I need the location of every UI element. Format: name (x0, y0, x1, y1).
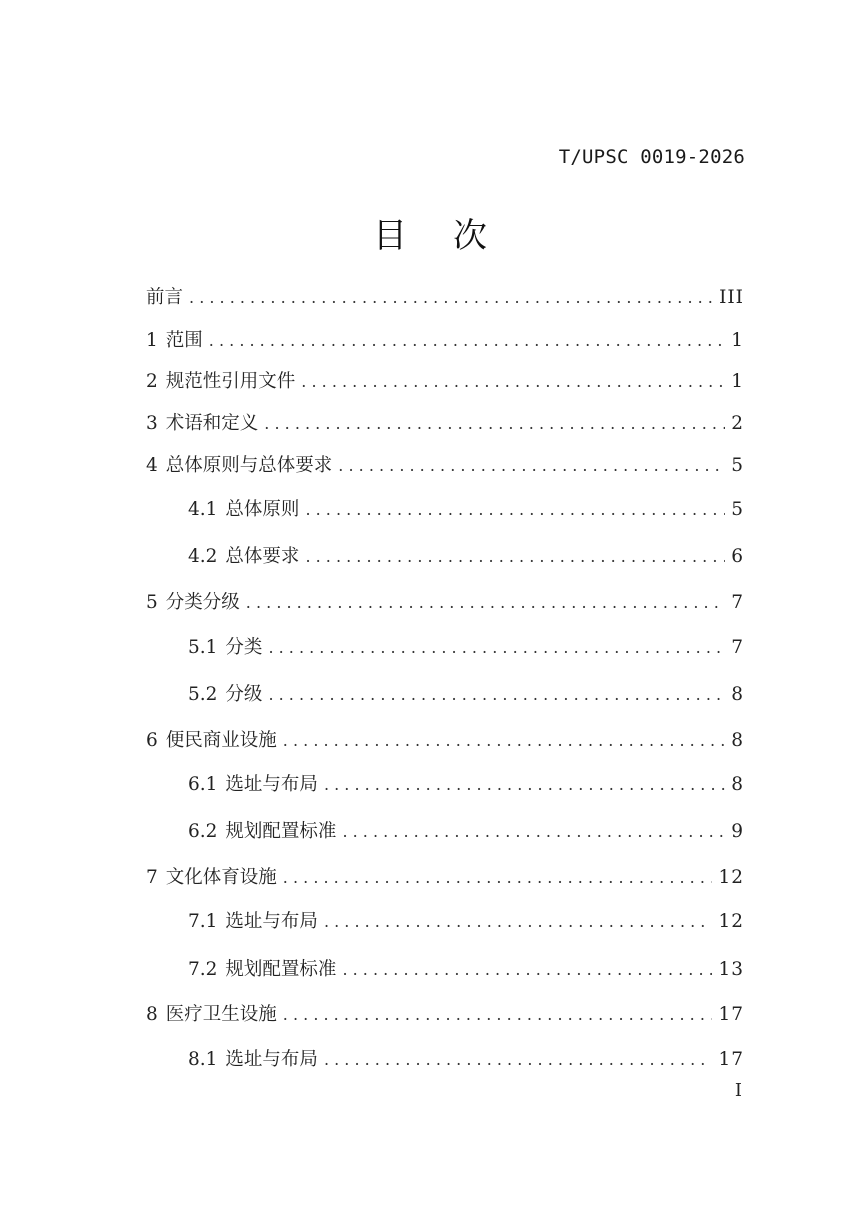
toc-leader-dots (342, 818, 725, 846)
toc-entry-num: 6.2 (188, 821, 218, 842)
toc-leader-dots (338, 452, 725, 480)
toc-entry-text: 分类分级 (165, 592, 240, 613)
toc-entry-text: 规划配置标准 (225, 821, 337, 842)
toc-entry-num: 6 (146, 730, 158, 751)
toc-entry-page: 1 (731, 330, 744, 351)
toc-entry-text: 规范性引用文件 (165, 371, 296, 392)
toc-entry-num: 7.1 (188, 911, 218, 932)
toc-leader-dots (268, 681, 725, 709)
toc-entry-page: 13 (718, 959, 744, 980)
toc-entry-page: 5 (731, 499, 744, 520)
toc-entry-text: 分类 (225, 637, 263, 658)
toc-entry-2[interactable] (146, 368, 744, 396)
toc-entry-page: 7 (731, 592, 744, 613)
toc-entry-text: 前言 (146, 287, 184, 308)
toc-entry-num: 5.1 (188, 637, 218, 658)
toc-entry-5[interactable] (146, 589, 744, 617)
toc-entry-page: 5 (731, 455, 744, 476)
toc-entry-page: 12 (718, 867, 744, 888)
toc-entry-page: III (719, 287, 744, 308)
toc-entry-6-2[interactable] (188, 818, 744, 846)
toc-entry-num: 8.1 (188, 1049, 218, 1070)
toc-leader-dots (324, 771, 725, 799)
toc-entry-page: 9 (731, 821, 744, 842)
toc-entry-text: 规划配置标准 (225, 959, 337, 980)
toc-entry-num: 4.2 (188, 546, 218, 567)
toc-leader-dots (324, 1046, 713, 1074)
toc-entry-text: 医疗卫生设施 (165, 1004, 277, 1025)
toc-entry-page: 6 (731, 546, 744, 567)
toc-entry-text: 术语和定义 (165, 413, 259, 434)
toc-leader-dots (209, 327, 725, 355)
toc-entry-4[interactable] (146, 452, 744, 480)
toc-entry-8[interactable] (146, 1001, 744, 1029)
toc-entry-num: 4 (146, 455, 158, 476)
page-number: I (734, 1080, 742, 1101)
toc-entry-text: 选址与布局 (225, 911, 318, 932)
toc-entry-page: 7 (731, 637, 744, 658)
toc-entry-foreword[interactable] (146, 284, 744, 312)
toc-entry-num: 7 (146, 867, 158, 888)
toc-entry-page: 8 (731, 774, 744, 795)
toc-leader-dots (301, 368, 725, 396)
toc-entry-text: 总体原则与总体要求 (165, 455, 333, 476)
toc-entry-page: 12 (718, 911, 744, 932)
toc-leader-dots (246, 589, 725, 617)
toc-entry-7-1[interactable] (188, 908, 744, 936)
toc-leader-dots (342, 956, 712, 984)
toc-entry-4-2[interactable] (188, 543, 744, 571)
toc-entry-text: 总体原则 (225, 499, 300, 520)
toc-leader-dots (324, 908, 713, 936)
toc-entry-num: 8 (146, 1004, 158, 1025)
toc-entry-text: 总体要求 (225, 546, 300, 567)
toc-entry-text: 文化体育设施 (165, 867, 277, 888)
toc-leader-dots (283, 727, 725, 755)
toc-entry-7-2[interactable] (188, 956, 744, 984)
toc-entry-num: 5.2 (188, 684, 218, 705)
toc-entry-num: 7.2 (188, 959, 218, 980)
toc-entry-5-1[interactable] (188, 634, 744, 662)
toc-entry-6[interactable] (146, 727, 744, 755)
toc-leader-dots (264, 410, 725, 438)
toc-entry-text: 分级 (225, 684, 263, 705)
toc-entry-page: 2 (731, 413, 744, 434)
toc-entry-num: 1 (146, 330, 158, 351)
toc-entry-4-1[interactable] (188, 496, 744, 524)
toc-leader-dots (305, 543, 725, 571)
toc-entry-3[interactable] (146, 410, 744, 438)
toc-leader-dots (283, 864, 713, 892)
toc-entry-8-1[interactable] (188, 1046, 744, 1074)
toc-title-part2: 次 (453, 216, 487, 256)
toc-entry-num: 3 (146, 413, 158, 434)
toc-leader-dots (283, 1001, 713, 1029)
toc-entry-text: 范围 (165, 330, 203, 351)
toc-entry-text: 选址与布局 (225, 1049, 318, 1070)
toc-entry-text: 便民商业设施 (165, 730, 277, 751)
toc-entry-text: 选址与布局 (225, 774, 318, 795)
toc-entry-page: 8 (731, 684, 744, 705)
toc-title-part1: 目 (373, 216, 407, 256)
toc-leader-dots (189, 284, 713, 312)
toc-entry-page: 8 (731, 730, 744, 751)
toc-entry-num: 6.1 (188, 774, 218, 795)
doc-code: T/UPSC 0019-2026 (558, 146, 745, 168)
toc-entry-page: 1 (731, 371, 744, 392)
toc-leader-dots (305, 496, 725, 524)
toc-entry-6-1[interactable] (188, 771, 744, 799)
toc-leader-dots (268, 634, 725, 662)
toc-entry-num: 5 (146, 592, 158, 613)
toc-entry-1[interactable] (146, 327, 744, 355)
toc-entry-page: 17 (718, 1049, 744, 1070)
toc-entry-5-2[interactable] (188, 681, 744, 709)
toc-entry-num: 4.1 (188, 499, 218, 520)
toc-entry-num: 2 (146, 371, 158, 392)
toc-entry-page: 17 (718, 1004, 744, 1025)
toc-entry-7[interactable] (146, 864, 744, 892)
